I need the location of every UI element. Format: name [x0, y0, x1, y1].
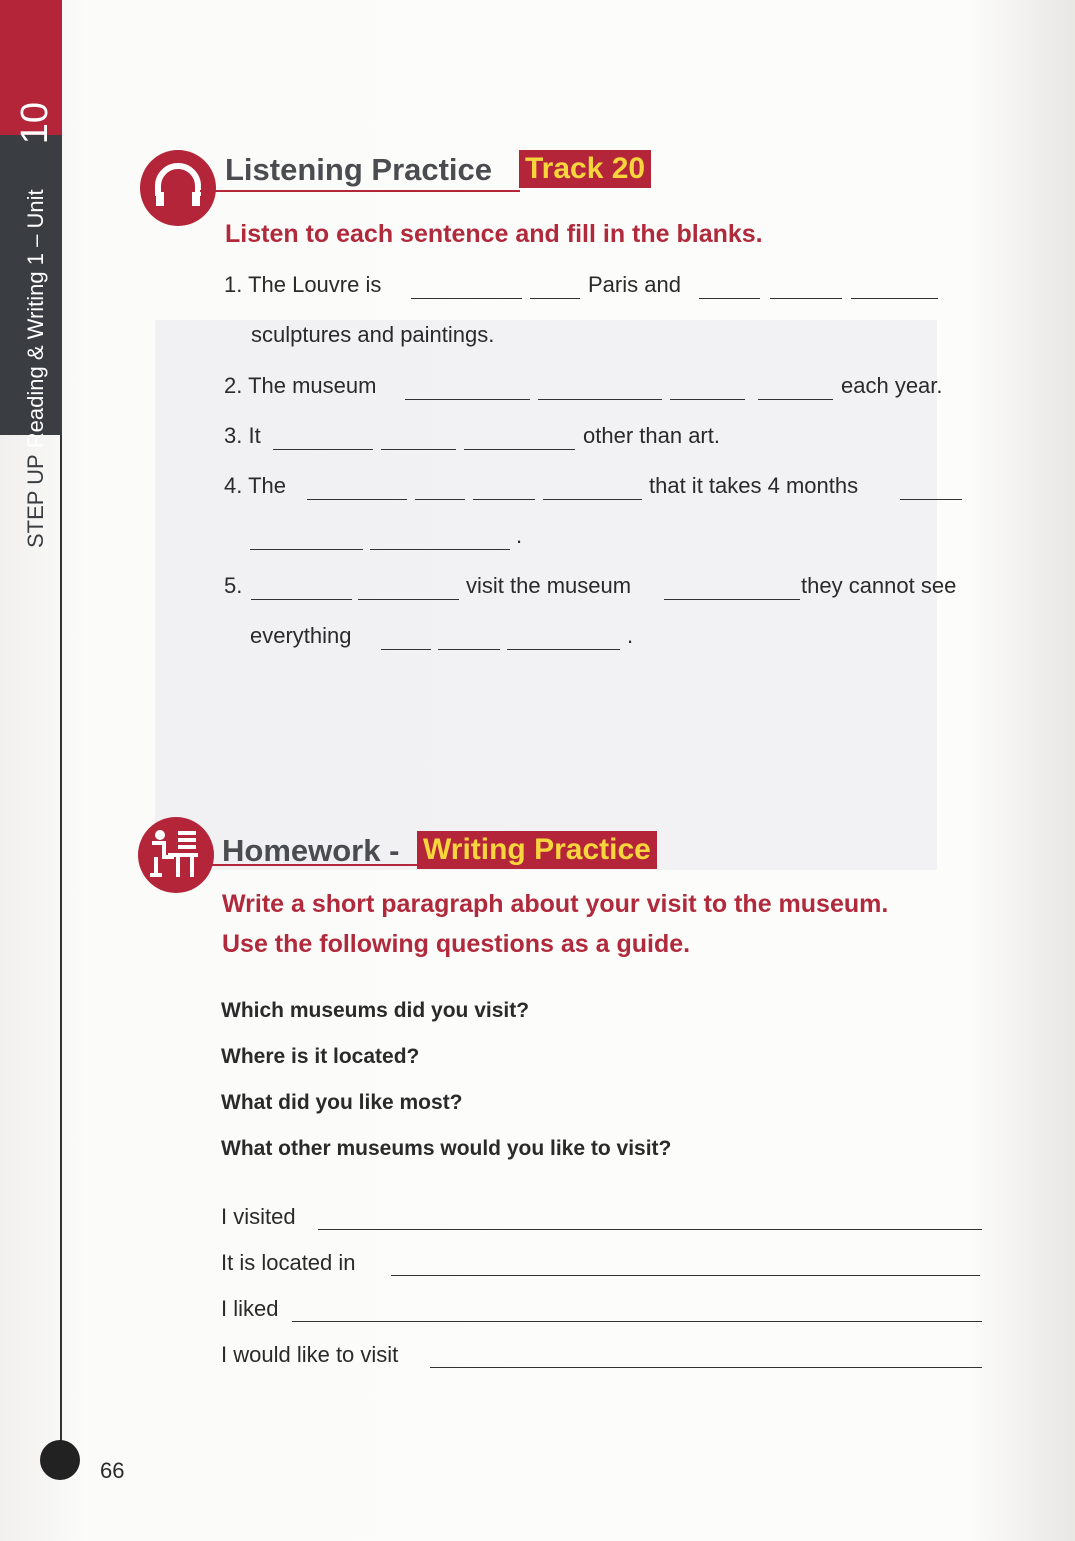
blank[interactable] — [670, 398, 745, 400]
writing-line[interactable] — [391, 1274, 980, 1276]
writing-prompt: I liked — [221, 1296, 279, 1321]
guide-question: What other museums would you like to visit? — [221, 1137, 672, 1160]
item-text: 5. — [224, 573, 243, 598]
blank[interactable] — [664, 598, 800, 600]
blank[interactable] — [538, 398, 662, 400]
instruction: Listen to each sentence and fill in the blanks. — [225, 220, 763, 248]
series-name: STEP UP — [23, 454, 48, 548]
item-text: sculptures and paintings. — [251, 322, 495, 347]
item-text: visit the museum — [466, 573, 632, 598]
book-name: Reading & Writing 1 – Unit — [23, 189, 48, 449]
blank[interactable] — [530, 297, 580, 299]
blank[interactable] — [381, 448, 456, 450]
item-text: 4. The — [224, 473, 286, 498]
item-text: they cannot see — [801, 573, 957, 598]
guide-question: Which museums did you visit? — [221, 999, 530, 1022]
item-text: each year. — [841, 373, 943, 398]
blank[interactable] — [370, 548, 510, 550]
student-desk-icon — [138, 817, 214, 893]
writing-prompt: I would like to visit — [221, 1342, 399, 1367]
blank[interactable] — [758, 398, 833, 400]
blank[interactable] — [415, 498, 465, 500]
unit-number: 10 — [14, 101, 56, 145]
blank[interactable] — [507, 648, 620, 650]
writing-prompt: It is located in — [221, 1250, 356, 1275]
margin-rule — [60, 435, 62, 1455]
section-title: Listening Practice — [225, 152, 493, 187]
sidebar-label — [14, 102, 57, 548]
blank[interactable] — [900, 498, 962, 500]
guide-question: What did you like most? — [221, 1091, 463, 1114]
header-rule — [200, 190, 520, 192]
writing-badge: Writing Practice — [417, 831, 657, 869]
writing-line[interactable] — [430, 1366, 982, 1368]
page-number: 66 — [100, 1458, 125, 1483]
instruction: Write a short paragraph about your visit to the museum. — [222, 890, 889, 918]
blank[interactable] — [543, 498, 642, 500]
blank[interactable] — [699, 297, 760, 299]
item-text: everything — [250, 623, 352, 648]
instruction: Use the following questions as a guide. — [222, 930, 691, 958]
blank[interactable] — [438, 648, 500, 650]
item-text: 2. The museum — [224, 373, 377, 398]
writing-line[interactable] — [318, 1228, 982, 1230]
blank[interactable] — [307, 498, 407, 500]
item-text: other than art. — [583, 423, 720, 448]
guide-question: Where is it located? — [221, 1045, 420, 1068]
blank[interactable] — [405, 398, 530, 400]
item-text: . — [627, 623, 634, 648]
blank[interactable] — [251, 598, 352, 600]
blank[interactable] — [250, 548, 363, 550]
item-text: that it takes 4 months — [649, 473, 859, 498]
blank[interactable] — [851, 297, 938, 299]
item-text: Paris and — [588, 272, 681, 297]
blank[interactable] — [770, 297, 842, 299]
blank[interactable] — [273, 448, 373, 450]
section-title: Homework - — [222, 833, 400, 868]
blank[interactable] — [464, 448, 575, 450]
item-text: 1. The Louvre is — [224, 272, 382, 297]
item-text: 3. It — [224, 423, 261, 448]
blank[interactable] — [473, 498, 535, 500]
writing-line[interactable] — [292, 1320, 982, 1322]
headphones-icon — [140, 150, 216, 226]
blank[interactable] — [358, 598, 459, 600]
blank[interactable] — [381, 648, 431, 650]
page-dot — [40, 1440, 80, 1480]
track-badge: Track 20 — [519, 150, 651, 188]
blank[interactable] — [411, 297, 522, 299]
writing-prompt: I visited — [221, 1204, 296, 1229]
item-text: . — [516, 523, 523, 548]
